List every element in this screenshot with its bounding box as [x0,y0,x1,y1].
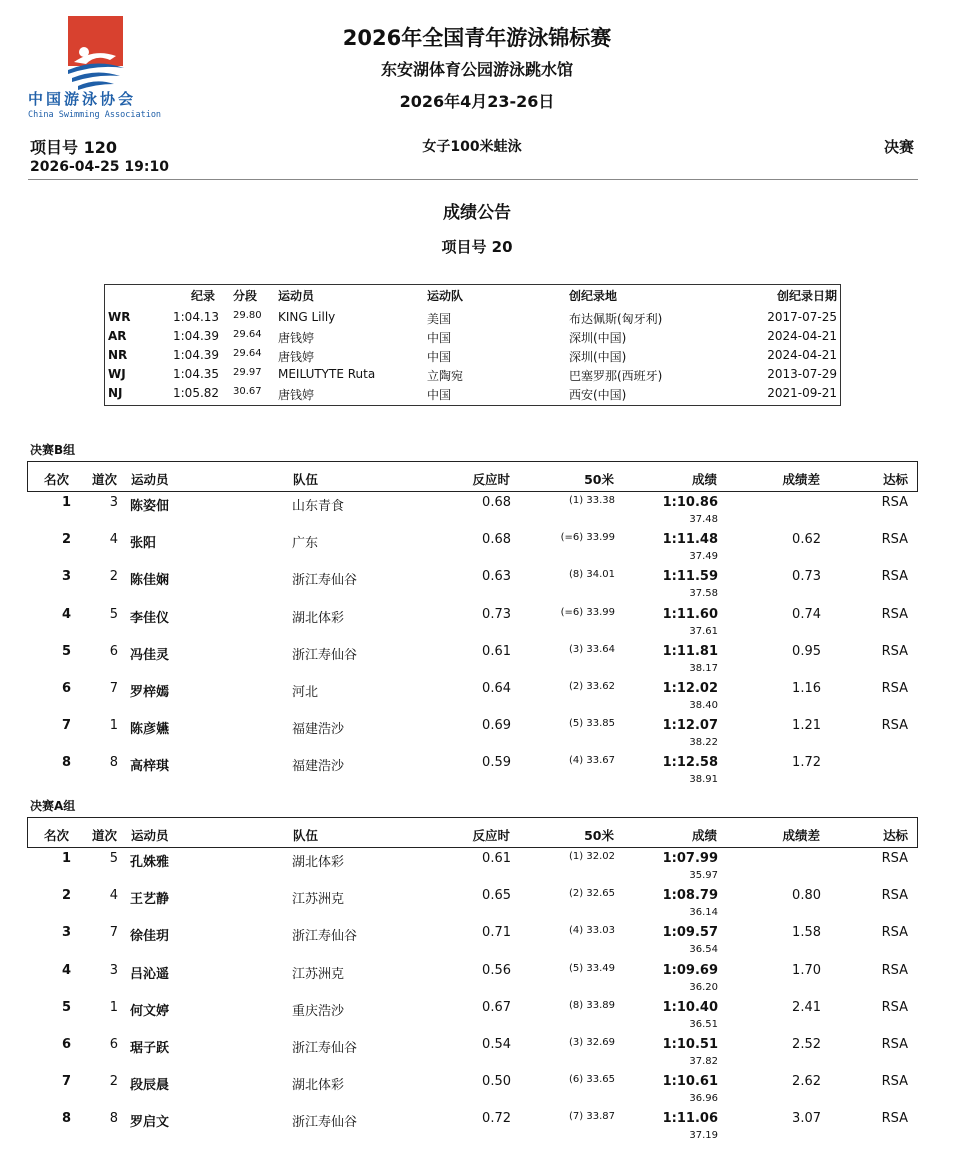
team: 浙江寿仙谷 [292,1115,358,1131]
team: 广东 [292,536,319,552]
result-row [27,1111,918,1148]
records-cell: 1:04.13 [173,310,220,324]
records-cell: 1:04.35 [173,367,220,381]
second-split: 37.58 [689,588,718,600]
second-split: 37.49 [689,551,718,563]
records-cell: 2013-07-29 [767,367,837,381]
records-cell: AR [108,329,127,343]
team: 山东青食 [292,499,345,514]
event-name-wrap [0,136,954,156]
lane: 5 [109,851,118,866]
records-cell: 唐钱婷 [278,331,315,345]
second-split: 35.97 [689,870,718,881]
athlete-name: 陈彦嬿 [130,722,170,738]
time-behind: 0.95 [792,643,821,659]
time-behind: 1.58 [792,925,821,941]
reaction-time: 0.65 [482,888,511,904]
result-row [27,607,918,644]
result-row [27,1000,918,1037]
lane: 1 [109,999,118,1015]
final-time: 1:12.07 [662,718,718,734]
reaction-time: 0.54 [482,1037,511,1052]
time-behind: 3.07 [792,1111,821,1127]
rank: 2 [61,532,71,548]
report-subtitle: 项目号 20 [441,238,513,256]
final-time: 1:10.86 [662,495,718,510]
second-split: 38.17 [689,662,718,674]
event-datetime: 2026-04-25 19:10 [30,159,169,175]
records-cell: 美国 [427,312,452,326]
lane: 2 [109,1074,118,1090]
lane: 4 [109,888,118,904]
final-time: 1:11.60 [662,606,718,622]
rank: 3 [61,925,71,941]
column-header: 达标 [882,828,908,843]
results-header [27,461,918,492]
qualification: RSA [881,718,908,734]
time-behind: 2.52 [792,1037,821,1052]
result-row [27,925,918,962]
qualification: RSA [881,888,908,904]
records-cell: 2024-04-21 [767,348,837,362]
team: 江苏洲克 [292,892,345,908]
records-cell: 30.67 [233,386,262,397]
second-split: 37.82 [689,1056,718,1067]
column-header: 成绩差 [782,472,820,487]
team: 湖北体彩 [292,855,345,870]
report-title: 成绩公告 [443,203,511,223]
records-cell: 1:05.82 [173,386,220,400]
records-cell: 深圳(中国) [569,350,627,364]
athlete-name: 李佳仪 [130,610,170,626]
lane: 8 [109,1111,118,1127]
qualification: RSA [881,1074,908,1090]
result-row [27,851,918,888]
records-cell: 2024-04-21 [767,329,837,343]
lane: 7 [109,925,118,941]
split-50m: (2) 32.65 [569,888,615,900]
records-cell: 巴塞罗那(西班牙) [569,369,663,383]
reaction-time: 0.69 [482,718,511,734]
team: 浙江寿仙谷 [292,1041,358,1056]
records-cell: 唐钱婷 [278,350,315,364]
column-header: 50米 [584,828,614,843]
records-table [104,284,841,406]
qualification: RSA [881,532,908,548]
column-header: 50米 [584,472,614,487]
rank: 1 [61,495,71,510]
time-behind: 1.72 [792,755,821,771]
qualification: RSA [881,1037,908,1052]
final-time: 1:07.99 [662,851,718,866]
qualification: RSA [881,606,908,622]
team: 湖北体彩 [292,610,345,626]
records-header-cell: 运动队 [427,289,464,303]
records-header-cell: 创纪录日期 [776,289,837,303]
china-swimming-logo: 中国游泳协会 China Swimming Association [28,16,168,122]
split-50m: (1) 33.38 [569,495,615,506]
lane: 1 [109,718,118,734]
reaction-time: 0.56 [482,962,511,978]
column-header: 队伍 [293,472,319,487]
records-cell: 中国 [427,331,452,345]
records-cell: WJ [108,367,126,381]
rank: 5 [61,643,71,659]
lane: 6 [109,1037,118,1052]
lane: 5 [109,606,118,622]
final-time: 1:08.79 [662,888,718,904]
records-cell: 2017-07-25 [767,310,837,324]
records-row [105,329,840,348]
athlete-name: 张阳 [130,536,157,552]
team: 河北 [292,685,319,700]
records-cell: 1:04.39 [173,348,220,362]
rank: 6 [61,681,71,696]
column-header: 名次 [44,472,70,487]
reaction-time: 0.64 [482,681,511,696]
split-50m: (8) 33.89 [569,999,615,1011]
second-split: 36.14 [689,907,718,919]
qualification: RSA [881,999,908,1015]
records-cell: 西安(中国) [569,388,627,402]
second-split: 38.91 [689,774,718,786]
athlete-name: 徐佳玥 [130,929,170,945]
column-header: 反应时 [472,828,510,843]
team: 福建浩沙 [292,722,345,738]
team: 福建浩沙 [292,759,345,775]
athlete-name: 吕沁遥 [130,966,170,982]
athlete-name: 罗启文 [130,1115,170,1131]
final-time: 1:09.69 [662,962,718,978]
rank: 7 [61,1074,71,1090]
qualification: RSA [881,643,908,659]
final-time: 1:12.02 [662,681,718,696]
final-time: 1:10.51 [662,1037,718,1052]
group-label: 决赛B组 [30,443,76,457]
second-split: 36.51 [689,1018,718,1030]
rank: 4 [61,606,71,622]
final-time: 1:11.59 [662,569,718,585]
dates: 2026年4月23-26日 [399,92,555,111]
column-header: 名次 [44,828,70,843]
records-header-cell: 分段 [233,289,258,303]
rank: 6 [61,1037,71,1052]
rank: 5 [61,999,71,1015]
qualification: RSA [881,1111,908,1127]
split-50m: (4) 33.03 [569,925,615,937]
column-header: 道次 [92,828,118,843]
result-row [27,681,918,718]
records-cell: MEILUTYTE Ruta [278,367,376,381]
qualification: RSA [881,495,908,510]
split-50m: (5) 33.49 [569,962,615,974]
split-50m: (1) 32.02 [569,851,615,862]
time-behind: 1.21 [792,718,821,734]
qualification: RSA [881,569,908,585]
team: 浙江寿仙谷 [292,573,358,589]
result-row [27,888,918,925]
result-row [27,644,918,681]
records-cell: NJ [108,386,123,400]
column-header: 反应时 [472,472,510,487]
event-round: 决赛 [883,138,914,156]
column-header: 队伍 [293,828,319,843]
records-cell: 29.80 [233,310,262,321]
rank: 8 [61,755,71,771]
lane: 2 [109,569,118,585]
rank: 1 [61,851,71,866]
result-row [27,532,918,569]
records-row [105,310,840,329]
event-number: 项目号 120 [30,138,117,157]
records-cell: 2021-09-21 [767,386,837,400]
final-time: 1:11.81 [662,643,718,659]
time-behind: 0.62 [792,532,821,548]
team: 浙江寿仙谷 [292,647,358,663]
reaction-time: 0.50 [482,1074,511,1090]
time-behind: 1.16 [792,681,821,696]
venue: 东安湖体育公园游泳跳水馆 [380,60,573,79]
records-cell: 1:04.39 [173,329,220,343]
records-cell: 深圳(中国) [569,331,627,345]
split-50m: (3) 32.69 [569,1037,615,1048]
group-label: 决赛A组 [30,799,76,813]
qualification: RSA [881,962,908,978]
reaction-time: 0.72 [482,1111,511,1127]
records-cell: KING Lilly [278,310,336,324]
team: 浙江寿仙谷 [292,929,358,945]
result-row [27,569,918,606]
reaction-time: 0.68 [482,495,511,510]
records-row [105,367,840,386]
second-split: 38.40 [689,700,718,711]
athlete-name: 高梓琪 [130,759,170,775]
time-behind: 1.70 [792,962,821,978]
split-50m: (2) 33.62 [569,681,615,692]
column-header: 达标 [882,472,908,487]
reaction-time: 0.68 [482,532,511,548]
team: 江苏洲克 [292,966,345,982]
lane: 3 [109,962,118,978]
split-50m: (7) 33.87 [569,1111,615,1123]
records-header-row [105,287,840,306]
final-time: 1:10.61 [662,1074,718,1090]
split-50m: (=6) 33.99 [560,606,615,618]
split-50m: (=6) 33.99 [560,532,615,544]
rank: 4 [61,962,71,978]
event-name: 女子100米蛙泳 [422,139,522,155]
final-time: 1:12.58 [662,755,718,771]
rank: 7 [61,718,71,734]
time-behind: 0.80 [792,888,821,904]
team: 重庆浩沙 [292,1003,345,1019]
records-header-cell: 创纪录地 [569,289,618,303]
qualification: RSA [881,925,908,941]
divider [28,179,918,180]
result-row [27,963,918,1000]
records-header-cell: 运动员 [278,289,315,303]
column-header: 运动员 [131,828,169,843]
column-header: 运动员 [131,472,169,487]
second-split: 37.19 [689,1130,718,1142]
athlete-name: 何文婷 [130,1003,170,1019]
lane: 4 [109,532,118,548]
reaction-time: 0.63 [482,569,511,585]
final-time: 1:11.48 [662,532,718,548]
records-cell: NR [108,348,128,362]
reaction-time: 0.61 [482,851,511,866]
second-split: 36.96 [689,1093,718,1105]
results-header [27,817,918,848]
result-row [27,718,918,755]
athlete-name: 孔姝雅 [130,855,170,870]
athlete-name: 陈佳娴 [130,573,170,589]
column-header: 成绩 [691,828,717,843]
records-cell: 唐钱婷 [278,388,315,402]
lane: 8 [109,755,118,771]
lane: 6 [109,643,118,659]
lane: 3 [109,495,118,510]
reaction-time: 0.73 [482,606,511,622]
records-cell: 29.64 [233,348,262,359]
final-time: 1:09.57 [662,925,718,941]
athlete-name: 罗梓嫣 [130,685,170,700]
column-header: 道次 [92,472,118,487]
second-split: 37.48 [689,514,718,525]
athlete-name: 陈姿佃 [130,499,170,514]
athlete-name: 王艺静 [130,892,170,908]
records-header-cell: 纪录 [191,289,216,303]
rank: 3 [61,569,71,585]
athlete-name: 冯佳灵 [130,647,170,663]
team: 湖北体彩 [292,1078,345,1094]
split-50m: (5) 33.85 [569,718,615,730]
final-time: 1:11.06 [662,1111,718,1127]
second-split: 36.54 [689,944,718,956]
result-row [27,1074,918,1111]
records-cell: 29.97 [233,367,262,378]
reaction-time: 0.61 [482,643,511,659]
records-cell: 布达佩斯(匈牙利) [569,312,663,326]
split-50m: (8) 34.01 [569,569,615,581]
qualification: RSA [881,851,908,866]
records-cell: 中国 [427,388,452,402]
records-row [105,348,840,367]
result-row [27,1037,918,1074]
lane: 7 [109,681,118,696]
records-cell: 中国 [427,350,452,364]
athlete-name: 琚子跃 [130,1041,170,1056]
time-behind: 2.41 [792,999,821,1015]
second-split: 37.61 [689,625,718,637]
split-50m: (6) 33.65 [569,1074,615,1086]
reaction-time: 0.59 [482,755,511,771]
rank: 2 [61,888,71,904]
records-cell: 29.64 [233,329,262,340]
time-behind: 0.73 [792,569,821,585]
final-time: 1:10.40 [662,999,718,1015]
column-header: 成绩差 [782,828,820,843]
second-split: 36.20 [689,981,718,993]
column-header: 成绩 [691,472,717,487]
championship-title: 2026年全国青年游泳锦标赛 [342,26,612,50]
time-behind: 0.74 [792,606,821,622]
reaction-time: 0.71 [482,925,511,941]
records-cell: 立陶宛 [427,369,464,383]
result-row [27,755,918,792]
split-50m: (3) 33.64 [569,643,615,655]
records-row [105,386,840,405]
result-row [27,495,918,532]
second-split: 38.22 [689,737,718,749]
reaction-time: 0.67 [482,999,511,1015]
split-50m: (4) 33.67 [569,755,615,767]
rank: 8 [61,1111,71,1127]
time-behind: 2.62 [792,1074,821,1090]
qualification: RSA [881,681,908,696]
records-cell: WR [108,310,131,324]
athlete-name: 段辰晨 [130,1078,170,1094]
